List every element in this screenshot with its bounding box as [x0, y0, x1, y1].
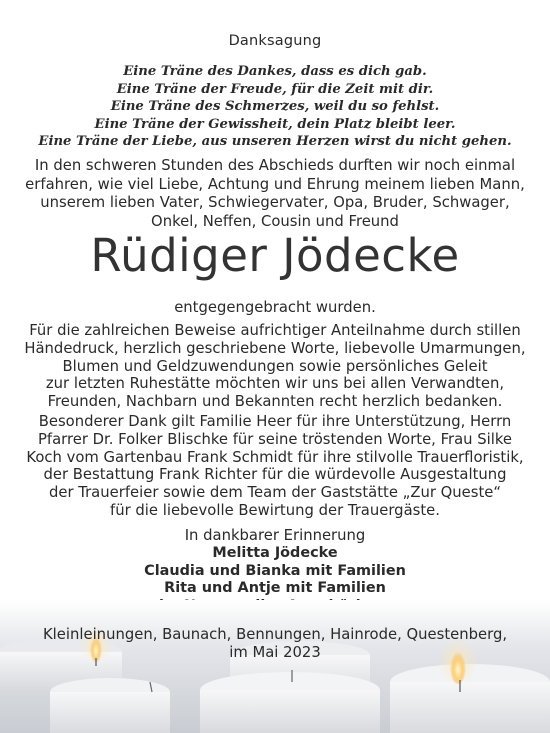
places-line: Kleinleinungen, Baunach, Bennungen, Hainrode, Questenberg, [42, 626, 508, 643]
candles-image [0, 600, 550, 733]
date-line: im Mai 2023 [229, 644, 321, 661]
poem-line: Eine Träne der Gewissheit, dein Platz bleibt leer. [94, 116, 456, 132]
after-name-text: entgegengebracht wurden. [174, 299, 376, 316]
poem-line: Eine Träne der Freude, für die Zeit mit dir. [116, 81, 434, 97]
thanks-paragraph-1 [0, 322, 550, 411]
intro-paragraph [0, 157, 550, 231]
paragraph-line: zur letzten Ruhestätte möchten wir uns bei allen Verwandten, [45, 375, 505, 393]
poem-line: Eine Träne des Schmerzes, weil du so fehlst. [110, 99, 440, 115]
paragraph-line: Besonderer Dank gilt Familie Heer für ihre Unterstützung, Herrn [38, 413, 512, 430]
paragraph-line: Blumen und Geldzuwendungen sowie persönliches Geleit [62, 357, 488, 375]
paragraph-line: der Trauerfeier sowie dem Team der Gaststätte „Zur Queste“ [48, 484, 502, 502]
signatory: Claudia und Bianka mit Familien [144, 562, 406, 579]
poem [0, 63, 550, 151]
paragraph-line: Pfarrer Dr. Folker Blischke für seine tröstenden Worte, Frau Silke [37, 430, 513, 448]
paragraph-line: Händedruck, herzlich geschriebene Worte, liebevolle Umarmungen, [24, 339, 526, 357]
intro-line: unserem lieben Vater, Schwiegervater, Opa, Bruder, Schwager, [40, 194, 510, 212]
intro-line: erfahren, wie viel Liebe, Achtung und Ehrung meinem lieben Mann, [25, 175, 525, 193]
thanks-paragraph-2 [0, 413, 550, 520]
notice-heading: Danksagung [228, 33, 322, 49]
signatory: Melitta Jödecke [212, 544, 338, 561]
paragraph-line: der Bestattung Frank Richter für die würdevolle Ausgestaltung [43, 466, 507, 484]
deceased-name: Rüdiger Jödecke [90, 229, 460, 282]
place-and-date [0, 626, 550, 662]
paragraph-line: Freunden, Nachbarn und Bekannten recht herzlich bedanken. [47, 393, 503, 411]
paragraph-line: Für die zahlreichen Beweise aufrichtiger Anteilnahme durch stillen [29, 322, 521, 339]
paragraph-line: für die liebevolle Bewirtung der Trauergäste. [110, 501, 440, 519]
intro-line: Onkel, Neffen, Cousin und Freund [151, 212, 399, 230]
closing-intro: In dankbarer Erinnerung [184, 527, 366, 544]
signatory: Rita und Antje mit Familien [164, 580, 386, 597]
poem-line: Eine Träne der Liebe, aus unseren Herzen wirst du nicht gehen. [38, 134, 512, 150]
intro-line: In den schweren Stunden des Abschieds durften wir noch einmal [34, 157, 516, 174]
poem-line: Eine Träne des Dankes, dass es dich gab. [123, 64, 427, 79]
paragraph-line: Koch vom Gartenbau Frank Schmidt für ihre stilvolle Trauerfloristik, [26, 448, 524, 466]
